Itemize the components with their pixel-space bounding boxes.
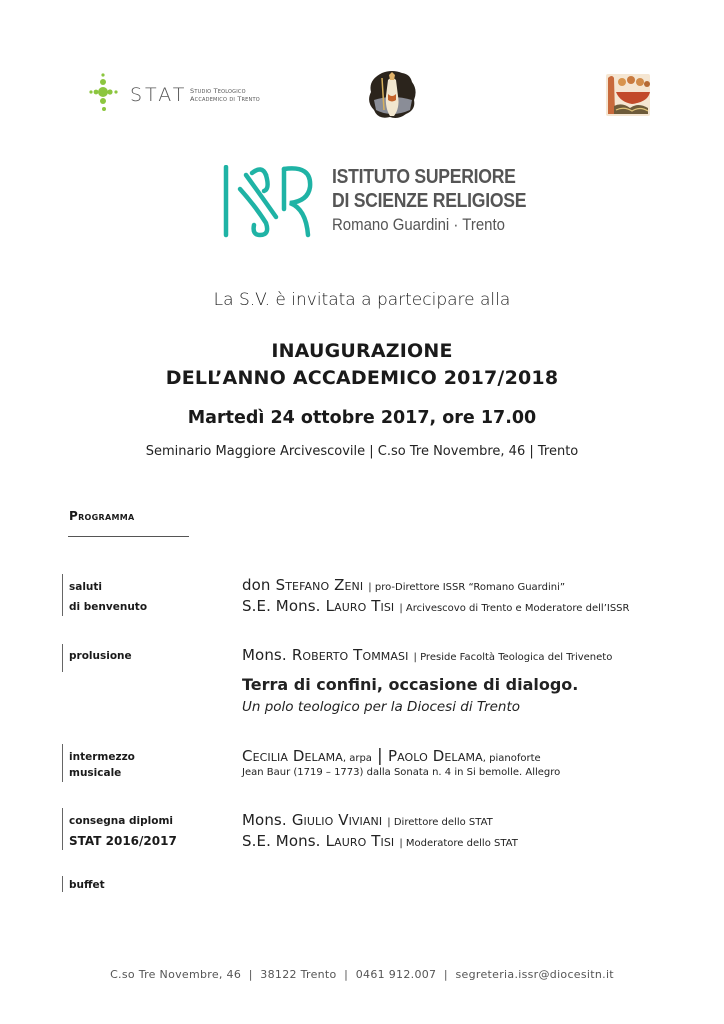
speaker-role: | Arcivescovo di Trento e Moderatore dell’ISSR (399, 603, 630, 614)
performer-name: Cecilia Delama (242, 747, 343, 765)
section-label: consegna diplomi (69, 815, 174, 827)
speaker-title: Mons. (242, 646, 287, 664)
stat-logo (88, 72, 268, 116)
speaker-role: | Preside Facoltà Teologica del Triveneto (413, 652, 613, 663)
speaker-role: | Moderatore dello STAT (399, 838, 518, 849)
issr-monogram-icon (222, 165, 318, 240)
footer-contact: C.so Tre Novembre, 46 | 38122 Trento | 0461 912.007 | segreteria.issr@diocesitn.it (110, 968, 614, 981)
section-bar (62, 876, 63, 892)
issr-name-line-1: ISTITUTO SUPERIORE (332, 166, 516, 188)
event-title-line-1: INAUGURAZIONE (271, 340, 453, 362)
programma-divider (68, 536, 189, 537)
music-piece: Jean Baur (1719 – 1773) dalla Sonata n. 4 in Si bemolle. Allegro (242, 767, 561, 778)
speaker-line (242, 831, 518, 850)
event-title-line-2: DELL’ANNO ACCADEMICO 2017/2018 (165, 367, 559, 389)
issr-logo (222, 165, 527, 240)
performer-instrument: , pianoforte (482, 753, 541, 764)
speaker-line (242, 810, 493, 829)
section-label: saluti (69, 581, 103, 593)
issr-name-line-2: DI SCIENZE RELIGIOSE (332, 190, 527, 212)
issr-name-line-3: Romano Guardini · Trento (332, 215, 505, 234)
speaker-line (242, 596, 629, 615)
event-venue: Seminario Maggiore Arcivescovile | C.so Tre Novembre, 46 | Trento (145, 444, 579, 459)
speaker-name: Roberto Tommasi (291, 646, 409, 664)
speaker-role: | pro-Direttore ISSR “Romano Guardini” (368, 582, 566, 593)
boat-scene-medallion-icon (602, 70, 654, 120)
speaker-title: S.E. Mons. (242, 597, 321, 615)
section-bar (62, 644, 63, 672)
section-label: prolusione (69, 650, 132, 662)
speaker-name: Lauro Tisi (325, 597, 395, 615)
section-bar (62, 808, 63, 850)
issr-name (332, 165, 553, 237)
section-label: buffet (69, 879, 105, 891)
performers-line (242, 746, 541, 766)
performer-separator: | (377, 746, 383, 766)
lecture-subtitle: Un polo teologico per la Diocesi di Trento (242, 699, 521, 715)
section-bar (62, 744, 63, 782)
section-label: musicale (69, 767, 122, 779)
stat-subtitle (190, 87, 260, 103)
stat-subtitle-line-1: Studio Teologico (190, 87, 246, 95)
speaker-line (242, 575, 565, 594)
stat-cross-dots-icon (88, 72, 124, 112)
stat-subtitle-line-2: Accademico di Trento (190, 95, 260, 103)
programma-heading: Programma (69, 509, 135, 523)
speaker-name: Giulio Viviani (291, 811, 383, 829)
performer-instrument: , arpa (342, 753, 372, 764)
speaker-title: Mons. (242, 811, 287, 829)
section-label: STAT 2016/2017 (69, 834, 177, 848)
speaker-name: Stefano Zeni (275, 576, 364, 594)
speaker-role: | Direttore dello STAT (387, 817, 493, 828)
event-date: Martedì 24 ottobre 2017, ore 17.00 (187, 408, 537, 428)
lecture-title: Terra di confini, occasione di dialogo. (242, 675, 579, 694)
speaker-title: don (242, 576, 271, 594)
speaker-title: S.E. Mons. (242, 832, 321, 850)
performer-name: Paolo Delama (387, 747, 483, 765)
section-bar (62, 574, 63, 616)
stat-wordmark: STAT (130, 84, 188, 106)
speaker-line (242, 645, 612, 664)
saint-bishop-medallion-icon (366, 70, 418, 120)
speaker-name: Lauro Tisi (325, 832, 395, 850)
invitation-intro: La S.V. è invitata a partecipare alla (213, 290, 511, 310)
section-label: di benvenuto (69, 601, 148, 613)
section-label: intermezzo (69, 751, 135, 763)
